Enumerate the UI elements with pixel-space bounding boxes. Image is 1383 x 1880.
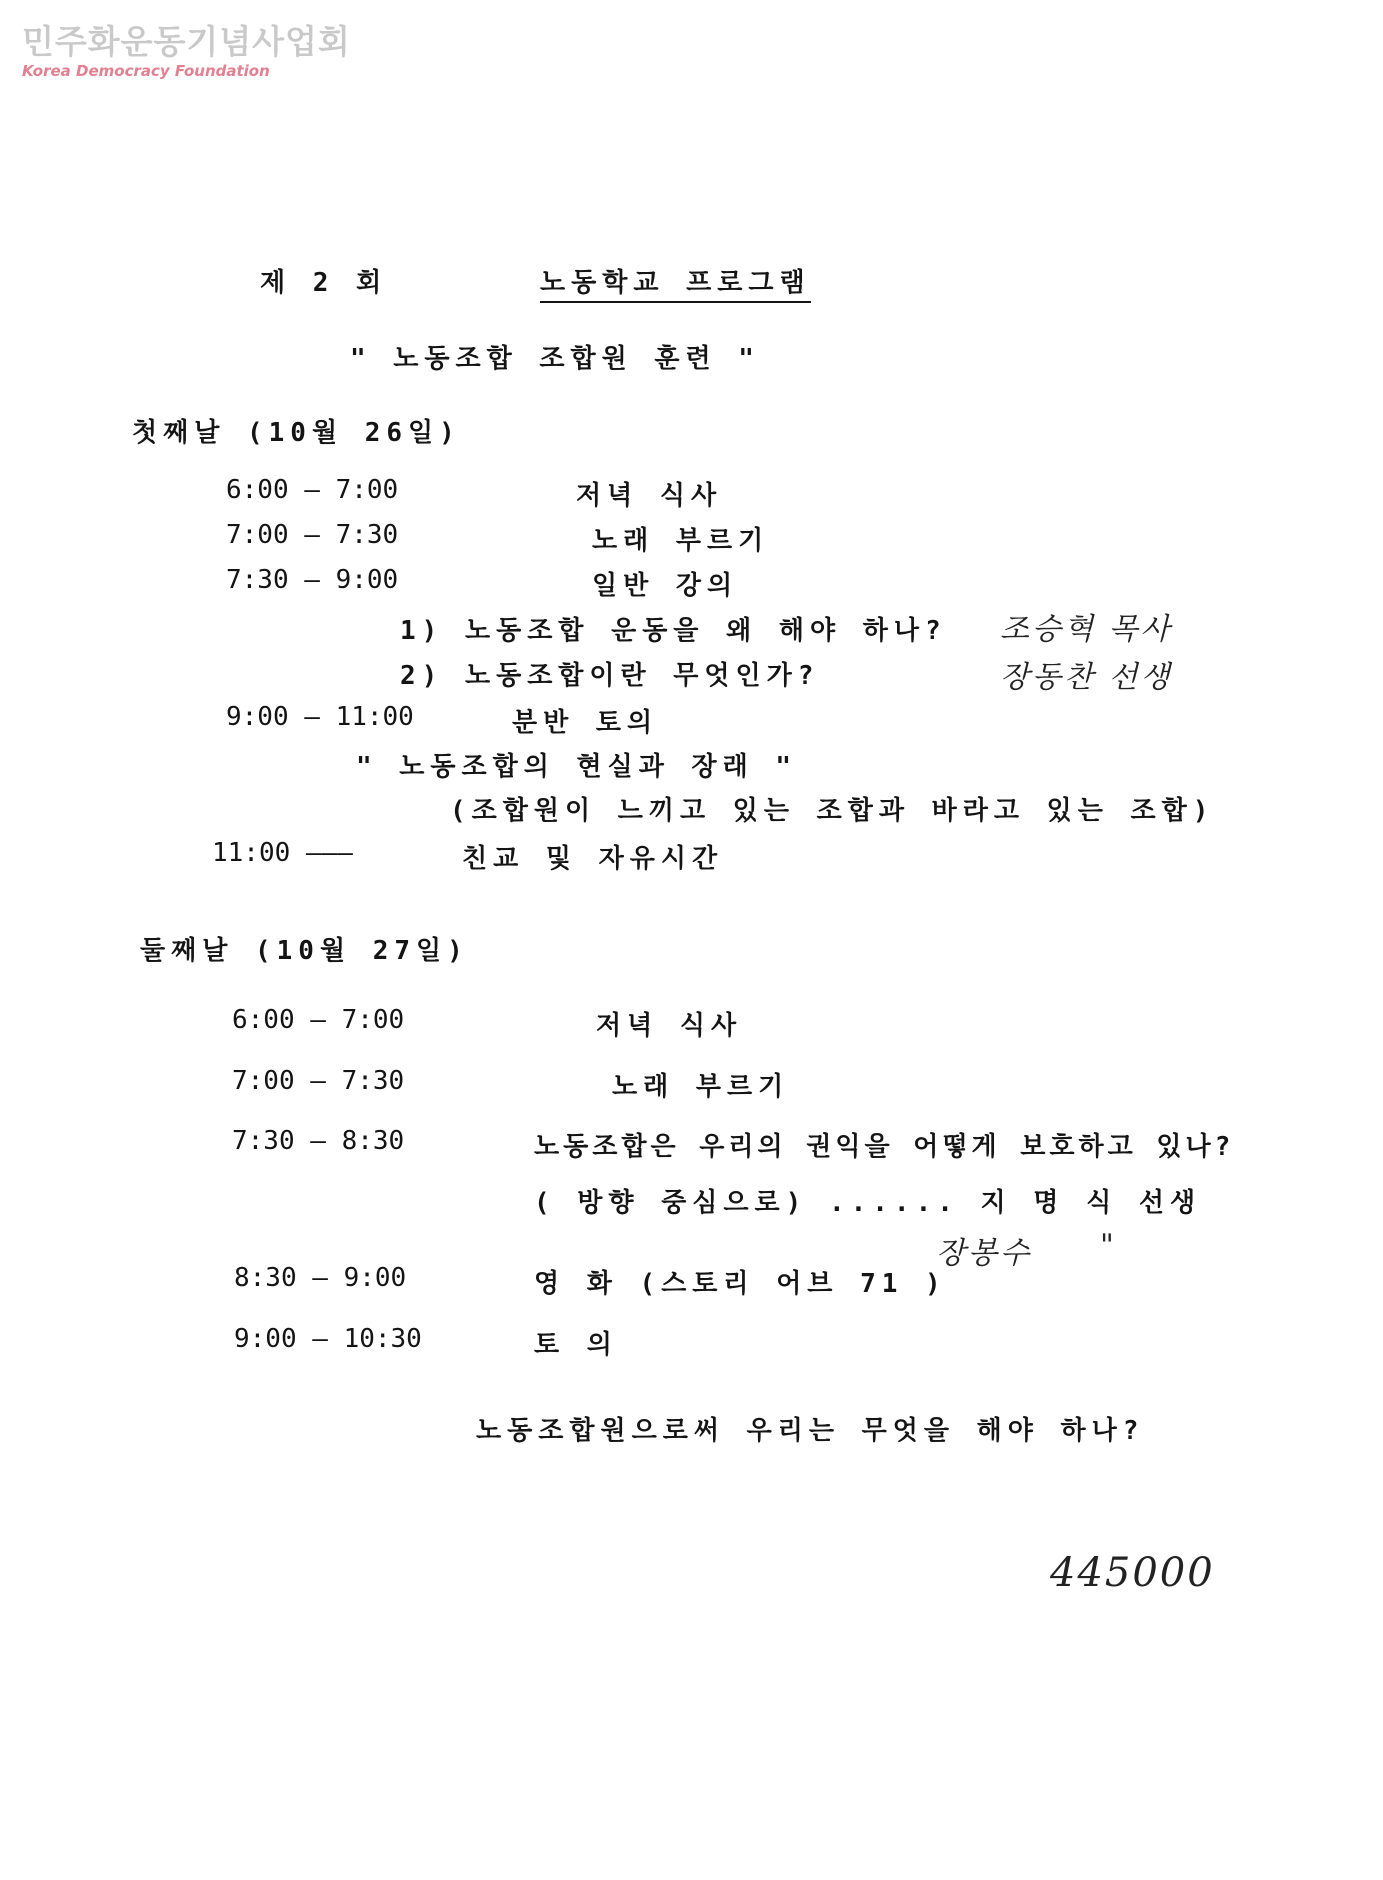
day2-discussion-time: 9:00 — 10:30 xyxy=(234,1324,422,1354)
day2-row2-time: 7:00 — 7:30 xyxy=(232,1066,405,1096)
watermark-english: Korea Democracy Foundation xyxy=(22,62,270,80)
session-number: 제 2 회 xyxy=(260,268,388,298)
day1-lecture1: 1) 노동조합 운동을 왜 해야 하나? xyxy=(400,616,947,646)
day2-discussion-label: 토 의 xyxy=(534,1330,618,1360)
document-title: 노동학교 프로그램 xyxy=(540,262,811,303)
day1-free-time: 11:00 ——— xyxy=(212,838,353,868)
day1-lecture1-speaker: 조승혁 목사 xyxy=(1000,612,1173,647)
day1-row3-time: 7:30 — 9:00 xyxy=(226,565,399,595)
day1-discussion-label: 분반 토의 xyxy=(512,708,659,738)
day2-handwritten-name: 장봉수 xyxy=(936,1236,1032,1271)
day2-heading: 둘째날 (10월 27일) xyxy=(140,936,469,966)
day1-row3-activity: 일반 강의 xyxy=(592,571,739,601)
watermark-korean: 민주화운동기념사업회 xyxy=(22,22,351,61)
day2-row1-time: 6:00 — 7:00 xyxy=(232,1005,405,1035)
day1-row1-activity: 저녁 식사 xyxy=(576,481,723,511)
day2-film-label: 영 화 (스토리 어브 71 ) xyxy=(534,1269,947,1299)
day2-row3-activity: 노동조합은 우리의 권익을 어떻게 보호하고 있나? xyxy=(534,1132,1235,1162)
day1-row1-time: 6:00 — 7:00 xyxy=(226,475,399,505)
handwritten-total: 445000 xyxy=(1050,1550,1215,1596)
day2-row1-activity: 저녁 식사 xyxy=(596,1011,743,1041)
day1-lecture2: 2) 노동조합이란 무엇인가? xyxy=(400,661,820,691)
day2-closing-question: 노동조합원으로써 우리는 무엇을 해야 하나? xyxy=(476,1416,1145,1446)
day2-row2-activity: 노래 부르기 xyxy=(612,1072,790,1102)
day1-row2-activity: 노래 부르기 xyxy=(592,526,770,556)
day1-discussion-topic: " 노동조합의 현실과 장래 " xyxy=(356,752,798,782)
day1-discussion-note: (조합원이 느끼고 있는 조합과 바라고 있는 조합) xyxy=(450,796,1215,826)
day1-discussion-time: 9:00 — 11:00 xyxy=(226,702,414,732)
day2-film-time: 8:30 — 9:00 xyxy=(234,1263,407,1293)
day1-lecture2-speaker: 장동찬 선생 xyxy=(1000,660,1173,695)
day1-row2-time: 7:00 — 7:30 xyxy=(226,520,399,550)
day2-row3-time: 7:30 — 8:30 xyxy=(232,1126,405,1156)
day1-heading: 첫째날 (10월 26일) xyxy=(132,418,461,448)
day2-note: ( 방향 중심으로) ...... 지 명 식 선생 xyxy=(534,1188,1202,1218)
document-subtitle: " 노동조합 조합원 훈련 " xyxy=(350,344,760,374)
day1-free-label: 친교 및 자유시간 xyxy=(462,844,724,874)
day2-handwritten-mark: " xyxy=(1100,1228,1117,1263)
